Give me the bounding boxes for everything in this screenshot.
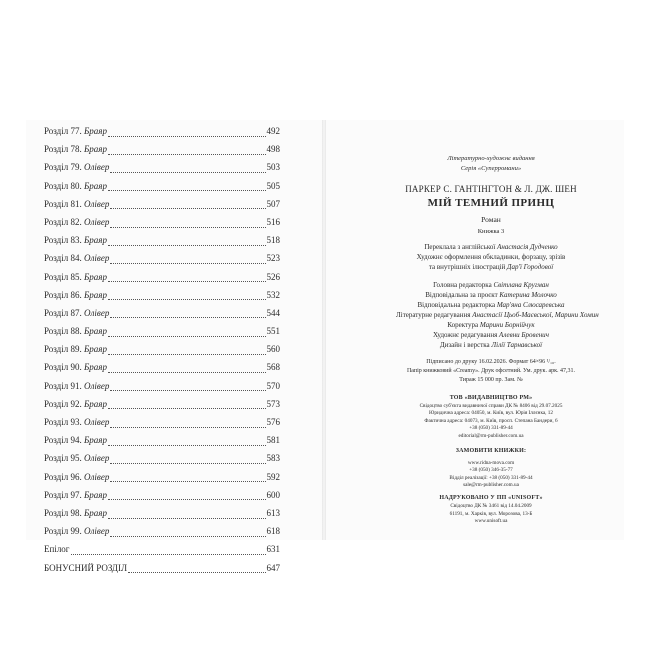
toc-leader-dots bbox=[108, 348, 266, 355]
printed-heading: НАДРУКОВАНО У ПП «UNISOFT» bbox=[439, 494, 543, 501]
toc-entry-narrator: Браяр bbox=[84, 180, 107, 191]
toc-entry-label: Розділ 82. bbox=[44, 216, 82, 227]
toc-leader-dots bbox=[108, 330, 266, 337]
toc-entry-narrator: Олівер bbox=[84, 471, 110, 482]
toc-entry-page: 647 bbox=[266, 562, 280, 573]
design-credit-line-2: та внутрішніх ілюстрацій Дар'ї Городової bbox=[428, 263, 554, 271]
toc-entry-narrator: Браяр bbox=[84, 344, 107, 355]
toc-entry-page: 570 bbox=[266, 380, 280, 391]
toc-entry-page: 576 bbox=[266, 417, 280, 427]
toc-entry-page: 613 bbox=[266, 507, 280, 518]
toc-entry bbox=[44, 413, 280, 431]
toc-entry-label: БОНУСНИЙ РОЗДІЛ bbox=[44, 562, 128, 573]
toc-leader-dots bbox=[108, 275, 266, 282]
toc-leader-dots bbox=[110, 421, 265, 428]
toc-entry-label: Розділ 87. bbox=[44, 307, 82, 318]
credits-list bbox=[396, 280, 599, 350]
publisher-info-line: +38 (050) 331-89-44 bbox=[469, 425, 513, 432]
toc-leader-dots bbox=[108, 439, 266, 446]
credit-line: Художнє редагування Алевни Бровенич bbox=[432, 331, 550, 339]
toc-entry-page: 526 bbox=[266, 271, 280, 282]
credit-line: Відповідальна за проєкт Катерина Молочко bbox=[425, 291, 557, 299]
toc-entry-label: Розділ 99. bbox=[44, 526, 82, 537]
toc-entry-narrator: Браяр bbox=[84, 126, 107, 136]
toc-entry bbox=[44, 468, 280, 486]
toc-entry-label: Розділ 95. bbox=[44, 453, 82, 464]
toc-entry-label: Розділ 93. bbox=[44, 417, 82, 427]
toc-leader-dots bbox=[110, 530, 265, 537]
printer-info-line: Свідоцтво ДК № 3461 від 14.04.2009 bbox=[450, 502, 532, 509]
toc-entry-narrator: Олівер bbox=[84, 307, 110, 318]
toc-entry-narrator: Браяр bbox=[84, 362, 107, 373]
toc-leader-dots bbox=[110, 457, 265, 464]
toc-entry-narrator: Браяр bbox=[84, 289, 107, 300]
toc-entry bbox=[44, 340, 280, 358]
toc-entry bbox=[44, 431, 280, 449]
toc-entry-label: Розділ 89. bbox=[44, 344, 82, 355]
printer-info-line: www.unisoft.ua bbox=[474, 518, 508, 525]
toc-entry-label: Розділ 85. bbox=[44, 271, 82, 282]
toc-entry-narrator: Олівер bbox=[84, 216, 110, 227]
toc-entry-page: 583 bbox=[266, 453, 280, 464]
publisher-info-line: Свідоцтво суб'єкта видавничої справи ДК № 8406 від 29.07.2025 bbox=[419, 402, 563, 409]
toc-entry-narrator: Олівер bbox=[84, 453, 110, 464]
toc-leader-dots bbox=[110, 166, 265, 173]
toc-entry-narrator: Олівер bbox=[84, 417, 110, 427]
toc-entry-label: Розділ 96. bbox=[44, 471, 82, 482]
toc-entry-page: 568 bbox=[266, 362, 280, 373]
toc-entry-page: 492 bbox=[266, 126, 280, 136]
toc-entry bbox=[44, 122, 280, 140]
toc-leader-dots bbox=[108, 293, 266, 300]
toc-leader-dots bbox=[108, 148, 266, 155]
publisher-info-line: Юридична адреса: 04050, м. Київ, вул. Юрія Іллєнка, 12 bbox=[429, 410, 553, 417]
printer-info-line: 61191, м. Харків, вул. Морозова, 13-Б bbox=[449, 510, 533, 517]
toc-entry bbox=[44, 195, 280, 213]
toc-entry-page: 507 bbox=[266, 198, 280, 209]
toc-entry-page: 581 bbox=[266, 435, 280, 446]
toc-entry-narrator: Браяр bbox=[84, 489, 107, 500]
credit-line: Відповідальна редакторка Мар'яна Слюсаревська bbox=[417, 301, 565, 309]
toc-entry-page: 516 bbox=[266, 216, 280, 227]
toc-entry bbox=[44, 304, 280, 322]
toc-leader-dots bbox=[108, 493, 266, 500]
order-details bbox=[396, 460, 586, 490]
publisher-details bbox=[396, 403, 586, 441]
credit-line: Дизайн і верстка Лілії Тарнавської bbox=[439, 341, 543, 349]
toc-entry-page: 573 bbox=[266, 398, 280, 409]
toc-entry bbox=[44, 449, 280, 467]
toc-entry-label: Розділ 90. bbox=[44, 362, 82, 373]
order-info-line: +38 (050) 346-35-77 bbox=[469, 467, 513, 474]
toc-leader-dots bbox=[110, 384, 265, 391]
toc-entry-label: Розділ 83. bbox=[44, 235, 82, 246]
toc-entry-narrator: Браяр bbox=[84, 398, 107, 409]
credit-line: Коректура Марини Борнійчук bbox=[447, 321, 535, 329]
toc-entry-label: Розділ 92. bbox=[44, 398, 82, 409]
toc-entry-page: 518 bbox=[266, 235, 280, 246]
toc-entry-page: 551 bbox=[266, 326, 280, 337]
toc-entry bbox=[44, 249, 280, 267]
book-number: Книжка 3 bbox=[477, 228, 505, 235]
toc-entry-narrator: Олівер bbox=[84, 526, 110, 537]
toc-entry-label: Розділ 94. bbox=[44, 435, 82, 446]
toc-leader-dots bbox=[108, 512, 266, 519]
toc-entry bbox=[44, 504, 280, 522]
toc-leader-dots bbox=[71, 548, 266, 555]
toc-entry-narrator: Браяр bbox=[84, 435, 107, 446]
imprint-page bbox=[396, 154, 599, 526]
toc-entry-page: 532 bbox=[266, 289, 280, 300]
toc-leader-dots bbox=[110, 202, 265, 209]
toc-entry-label: Розділ 78. bbox=[44, 144, 82, 155]
series-name: Серія «Суперромани» bbox=[460, 165, 522, 172]
toc-entry-label: Розділ 88. bbox=[44, 326, 82, 337]
print-spec-line-3: Тираж 15 000 пр. Зам. № bbox=[459, 377, 523, 384]
toc-entry-narrator: Браяр bbox=[84, 326, 107, 337]
toc-entry-label: Розділ 97. bbox=[44, 489, 82, 500]
toc-entry bbox=[44, 158, 280, 176]
toc-entry-page: 544 bbox=[266, 307, 280, 318]
toc-entry-narrator: Браяр bbox=[84, 144, 107, 155]
toc-entry bbox=[44, 140, 280, 158]
publisher-info-line: editorial@rm-publisher.com.ua bbox=[458, 432, 524, 439]
toc-entry-page: 523 bbox=[266, 253, 280, 264]
toc-leader-dots bbox=[110, 221, 265, 228]
toc-entry-narrator: Браяр bbox=[84, 271, 107, 282]
toc-entry-page: 618 bbox=[266, 526, 280, 537]
toc-leader-dots bbox=[128, 566, 265, 573]
toc-entry-narrator: Браяр bbox=[84, 235, 107, 246]
toc-entry-page: 631 bbox=[266, 544, 280, 555]
print-spec-line-2: Папір книжковий «Creamy». Друк офсетний. Ум. друк. арк. 47,31. bbox=[406, 368, 576, 375]
publisher-name: ТОВ «ВИДАВНИЦТВО РМ» bbox=[449, 394, 533, 401]
toc-entry bbox=[44, 540, 280, 558]
toc-entry-label: Розділ 98. bbox=[44, 507, 82, 518]
toc-leader-dots bbox=[108, 184, 266, 191]
table-of-contents bbox=[44, 122, 280, 577]
toc-entry bbox=[44, 486, 280, 504]
toc-entry-page: 560 bbox=[266, 344, 280, 355]
book-genre: Роман bbox=[481, 215, 501, 224]
toc-entry-page: 505 bbox=[266, 180, 280, 191]
order-info-line: Відділ реалізації: +38 (050) 331-89-44 bbox=[449, 474, 533, 481]
toc-entry-page: 503 bbox=[266, 162, 280, 173]
printer-details bbox=[396, 503, 586, 526]
toc-leader-dots bbox=[108, 239, 266, 246]
toc-entry-label: Епілог bbox=[44, 544, 70, 555]
toc-leader-dots bbox=[110, 311, 265, 318]
publisher-info-line: Фактична адреса: 04073, м. Київ, просп. Степана Бандери, 6 bbox=[424, 417, 558, 424]
toc-entry-narrator: Браяр bbox=[84, 507, 107, 518]
order-info-line: sale@rm-publisher.com.ua bbox=[463, 482, 519, 489]
credit-line: Головна редакторка Світлана Кругман bbox=[433, 281, 549, 289]
book-title: МІЙ ТЕМНИЙ ПРИНЦ bbox=[427, 197, 555, 209]
toc-entry-label: Розділ 84. bbox=[44, 253, 82, 264]
toc-entry-label: Розділ 80. bbox=[44, 180, 82, 191]
toc-entry bbox=[44, 395, 280, 413]
order-heading: ЗАМОВИТИ КНИЖКИ: bbox=[455, 447, 527, 454]
toc-leader-dots bbox=[108, 130, 266, 137]
toc-entry-narrator: Олівер bbox=[84, 198, 110, 209]
book-author: ПАРКЕР С. ГАНТІНГТОН & Л. ДЖ. ШЕН bbox=[405, 184, 577, 194]
credit-line: Літературне редагування Анастасії Цьоб-Маєвської, Марини Хомин bbox=[396, 311, 599, 319]
toc-entry-page: 498 bbox=[266, 144, 280, 155]
toc-entry bbox=[44, 213, 280, 231]
toc-entry bbox=[44, 358, 280, 376]
toc-leader-dots bbox=[108, 366, 266, 373]
toc-leader-dots bbox=[110, 257, 265, 264]
toc-entry bbox=[44, 377, 280, 395]
toc-entry bbox=[44, 177, 280, 195]
edition-type: Літературно-художнє видання bbox=[447, 155, 535, 162]
toc-entry-label: Розділ 91. bbox=[44, 380, 82, 391]
toc-entry-narrator: Олівер bbox=[84, 380, 110, 391]
design-credit-line-1: Художнє оформлення обкладинки, форзацу, зрізів bbox=[416, 253, 566, 261]
toc-entry-narrator: Олівер bbox=[84, 162, 110, 173]
toc-entry-page: 592 bbox=[266, 471, 280, 482]
toc-entry-label: Розділ 81. bbox=[44, 198, 82, 209]
toc-entry-label: Розділ 77. bbox=[44, 126, 82, 136]
toc-entry-label: Розділ 86. bbox=[44, 289, 82, 300]
translation-credit: Переклала з англійської Анастасія Дудченко bbox=[424, 243, 558, 251]
toc-entry-label: Розділ 79. bbox=[44, 162, 82, 173]
toc-entry-narrator: Олівер bbox=[84, 253, 110, 264]
toc-entry bbox=[44, 559, 280, 577]
toc-entry bbox=[44, 231, 280, 249]
toc-leader-dots bbox=[108, 402, 266, 409]
order-info-line: www.ridna-mova.com bbox=[467, 459, 515, 466]
print-spec-line-1: Підписано до друку 16.02.2026. Формат 64×96 ¹/₁₆. bbox=[426, 359, 556, 365]
toc-entry bbox=[44, 268, 280, 286]
toc-entry bbox=[44, 322, 280, 340]
toc-entry-page: 600 bbox=[266, 489, 280, 500]
toc-entry bbox=[44, 286, 280, 304]
toc-entry bbox=[44, 522, 280, 540]
toc-leader-dots bbox=[110, 475, 265, 482]
